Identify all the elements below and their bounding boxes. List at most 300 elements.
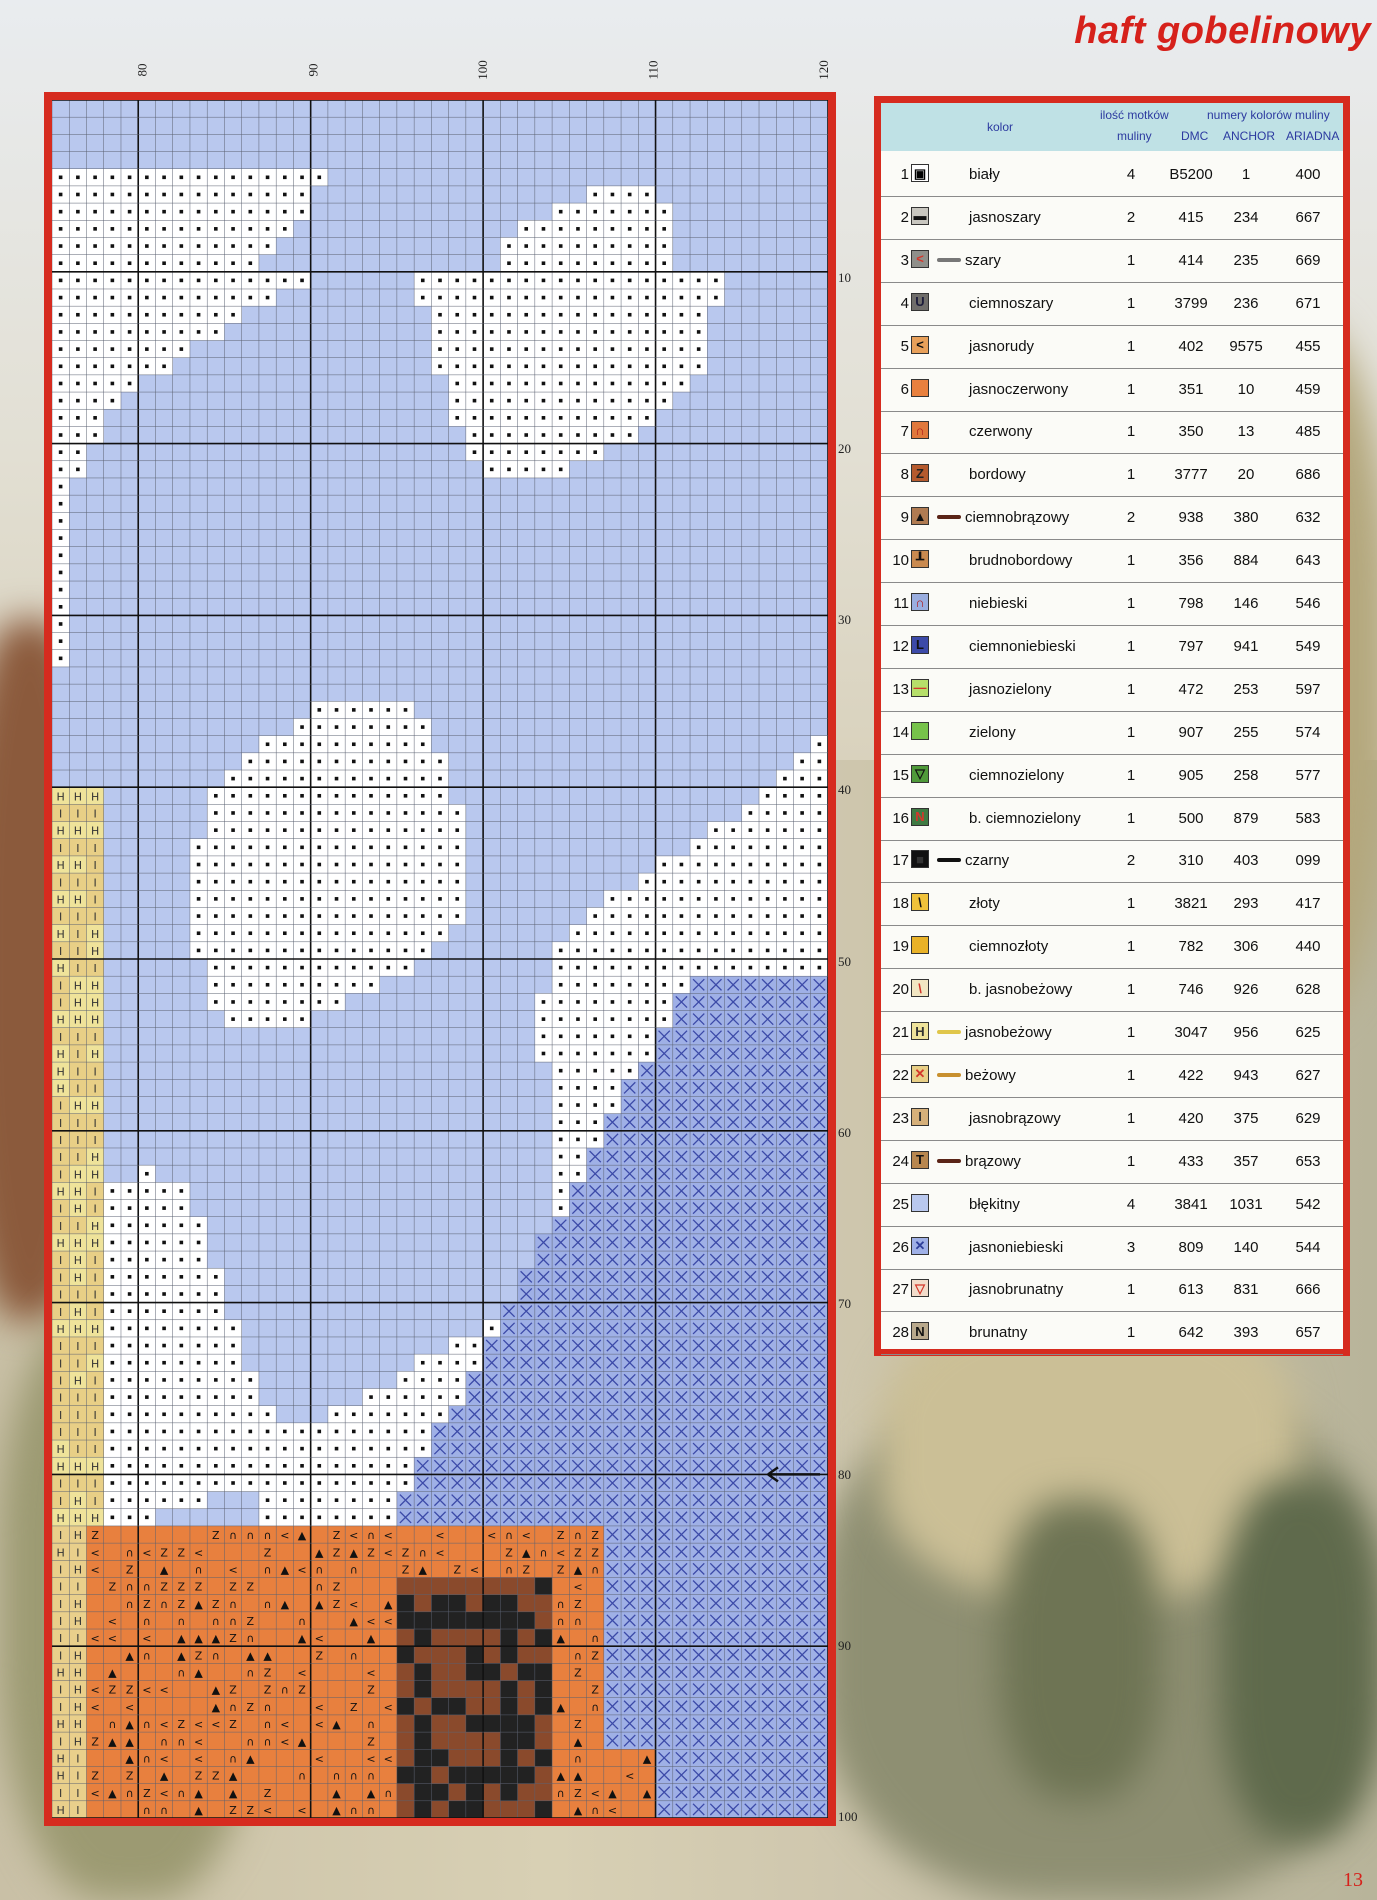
legend-anchor: 20 (1237, 466, 1255, 484)
legend-dmc: 310 (1178, 852, 1204, 870)
svg-text:H: H (56, 1048, 65, 1062)
legend-skeins: 1 (1126, 380, 1136, 398)
svg-text:I: I (76, 876, 80, 890)
legend-skeins: 1 (1126, 680, 1136, 698)
svg-text:I: I (58, 910, 63, 924)
legend-row-number: 10 (892, 552, 909, 570)
legend-backstitch-line (937, 258, 961, 262)
legend-skeins: 1 (1126, 552, 1136, 570)
legend-ariadna: 671 (1295, 294, 1321, 312)
legend-color-name: bordowy (969, 466, 1026, 484)
legend-header-ariadna: ARIADNA (1286, 129, 1340, 143)
svg-text:I: I (58, 807, 63, 821)
svg-text:I: I (93, 1426, 97, 1440)
legend-color-name: b. ciemnozielony (969, 809, 1081, 827)
legend-dmc: 414 (1178, 251, 1204, 269)
legend-color-name: jasnobeżowy (965, 1024, 1052, 1041)
svg-text:I: I (76, 1219, 80, 1233)
legend-symbol-swatch: \ (911, 979, 929, 997)
svg-text:H: H (73, 1168, 83, 1182)
legend-anchor: 258 (1233, 766, 1259, 784)
svg-text:I: I (76, 1082, 80, 1096)
legend-anchor: 380 (1233, 509, 1259, 527)
svg-text:H: H (56, 1443, 65, 1457)
legend-row (881, 754, 1343, 798)
legend-color-name: ciemnoszary (969, 294, 1054, 312)
legend-skeins: 1 (1126, 1109, 1136, 1127)
svg-text:I: I (93, 1288, 97, 1302)
legend-dmc: 3821 (1174, 895, 1208, 913)
legend-row (881, 925, 1343, 969)
svg-text:H: H (73, 979, 83, 993)
legend-row-number: 7 (900, 423, 909, 441)
svg-text:I: I (58, 1099, 63, 1113)
legend-header-dmc: DMC (1181, 129, 1209, 143)
legend-ariadna: 549 (1295, 637, 1321, 655)
legend-skeins: 2 (1126, 208, 1136, 226)
legend-ariadna: 542 (1295, 1195, 1321, 1213)
legend-row (881, 668, 1343, 712)
legend-anchor: 236 (1233, 294, 1259, 312)
legend-row (881, 1226, 1343, 1270)
svg-text:H: H (90, 1099, 100, 1113)
legend-anchor: 943 (1233, 1066, 1259, 1084)
legend-row-number: 4 (900, 294, 909, 312)
page-title: haft gobelinowy (1074, 10, 1371, 52)
legend-row-number: 23 (892, 1109, 909, 1127)
legend-skeins: 4 (1126, 166, 1136, 183)
svg-text:I: I (93, 1116, 97, 1130)
legend-symbol-swatch: H (911, 1022, 929, 1040)
row-label: 60 (838, 1125, 851, 1140)
legend-row (881, 1054, 1343, 1098)
svg-text:I: I (76, 807, 80, 821)
svg-text:H: H (73, 1237, 83, 1251)
svg-text:I: I (93, 1030, 97, 1044)
legend-symbol-swatch: ∩ (911, 421, 929, 439)
legend-row (881, 882, 1343, 926)
svg-text:H: H (56, 1013, 65, 1027)
legend-row (881, 325, 1343, 369)
legend-skeins: 1 (1126, 766, 1136, 784)
legend-symbol-swatch: ▣ (911, 164, 929, 182)
row-label: 10 (838, 270, 851, 285)
legend-ariadna: 485 (1295, 423, 1321, 441)
legend-anchor: 879 (1233, 809, 1259, 827)
svg-text:I: I (58, 1357, 63, 1371)
svg-text:I: I (58, 1116, 63, 1130)
svg-text:I: I (93, 1391, 97, 1405)
page-number: 13 (1343, 1869, 1363, 1891)
legend-skeins: 1 (1126, 1066, 1136, 1084)
legend-dmc: 938 (1178, 509, 1204, 527)
legend-row-number: 25 (892, 1195, 909, 1213)
legend-color-name: ciemnozielony (969, 766, 1065, 784)
svg-text:H: H (90, 927, 100, 941)
svg-text:I: I (93, 807, 97, 821)
svg-text:I: I (93, 910, 97, 924)
svg-text:I: I (76, 1116, 80, 1130)
svg-text:I: I (93, 1477, 97, 1491)
legend-anchor: 926 (1233, 981, 1259, 999)
svg-text:H: H (73, 1202, 83, 1216)
svg-text:I: I (58, 1477, 63, 1491)
legend-color-name: brązowy (965, 1152, 1021, 1170)
legend-ariadna: 669 (1295, 251, 1321, 269)
legend-anchor: 140 (1233, 1238, 1259, 1256)
legend-ariadna: 657 (1295, 1324, 1321, 1342)
column-label: 110 (645, 60, 661, 80)
svg-text:I: I (58, 1288, 63, 1302)
legend-row-number: 6 (900, 380, 909, 398)
legend-symbol-swatch (911, 936, 929, 954)
legend-ariadna: 666 (1295, 1281, 1321, 1299)
legend-symbol-swatch (911, 1194, 929, 1212)
legend-dmc: 907 (1178, 723, 1204, 741)
svg-text:H: H (73, 1185, 83, 1199)
legend-ariadna: 653 (1295, 1152, 1321, 1170)
svg-text:I: I (93, 1305, 97, 1319)
legend-anchor: 10 (1237, 380, 1255, 398)
legend-dmc: 472 (1178, 680, 1204, 698)
svg-text:I: I (76, 910, 80, 924)
legend-dmc: 3841 (1174, 1195, 1208, 1213)
legend-symbol-swatch: U (911, 293, 929, 311)
legend-row-number: 24 (892, 1152, 909, 1170)
svg-text:I: I (58, 1151, 63, 1165)
svg-text:I: I (58, 996, 63, 1010)
legend-color-name: jasnobrunatny (969, 1281, 1064, 1299)
legend-ariadna: 643 (1295, 552, 1321, 570)
legend-color-name: ciemnobrązowy (965, 509, 1070, 527)
column-axis-labels (44, 62, 844, 92)
legend-color-name: szary (965, 251, 1001, 269)
svg-text:I: I (76, 1408, 80, 1422)
svg-text:H: H (56, 927, 65, 941)
legend-symbol-swatch: \ (911, 893, 929, 911)
legend-symbol-swatch: ▽ (911, 765, 929, 783)
legend-row (881, 625, 1343, 669)
svg-text:I: I (58, 1168, 63, 1182)
svg-text:H: H (73, 1374, 83, 1388)
legend-dmc: 433 (1178, 1152, 1204, 1170)
legend-ariadna: 577 (1295, 766, 1321, 784)
svg-text:H: H (90, 1237, 100, 1251)
legend-row-number: 16 (892, 809, 909, 827)
svg-text:I: I (93, 1271, 97, 1285)
svg-text:I: I (76, 1030, 80, 1044)
legend-color-name: czerwony (969, 423, 1033, 441)
legend-symbol-swatch: T (911, 1151, 929, 1169)
svg-text:I: I (93, 1254, 97, 1268)
legend-row (881, 368, 1343, 412)
legend-symbol-swatch: — (911, 679, 929, 697)
svg-text:H: H (90, 1168, 100, 1182)
legend-row (881, 582, 1343, 626)
svg-text:H: H (73, 1271, 83, 1285)
svg-text:I: I (58, 979, 63, 993)
legend-color-name: jasnorudy (969, 337, 1035, 355)
svg-text:I: I (58, 1219, 63, 1233)
legend-symbol-swatch: L (911, 636, 929, 654)
svg-text:H: H (90, 1322, 100, 1336)
legend-symbol-swatch: ■ (911, 850, 929, 868)
svg-text:H: H (90, 1048, 100, 1062)
legend-ariadna: 400 (1295, 166, 1321, 183)
legend-anchor: 831 (1233, 1281, 1259, 1299)
legend-row-number: 9 (900, 509, 909, 527)
legend-row (881, 153, 1343, 197)
legend-ariadna: 440 (1295, 938, 1321, 956)
legend-color-name: zielony (969, 723, 1016, 741)
legend-skeins: 1 (1126, 981, 1136, 999)
legend-header-numbers: numery kolorów muliny (1207, 108, 1330, 122)
svg-text:H: H (73, 859, 83, 873)
svg-text:I: I (58, 1133, 63, 1147)
legend-skeins: 1 (1126, 809, 1136, 827)
legend-color-name: złoty (969, 895, 1000, 913)
legend-anchor: 253 (1233, 680, 1259, 698)
legend-dmc: B5200 (1169, 166, 1213, 183)
legend-row (881, 797, 1343, 841)
legend-skeins: 4 (1126, 1195, 1136, 1213)
svg-text:I: I (58, 876, 63, 890)
svg-text:H: H (73, 1013, 83, 1027)
legend-ariadna: 628 (1295, 981, 1321, 999)
svg-text:H: H (56, 790, 65, 804)
legend-dmc: 746 (1178, 981, 1204, 999)
legend-dmc: 613 (1178, 1281, 1204, 1299)
legend-backstitch-line (937, 1030, 961, 1034)
legend-row-number: 8 (900, 466, 909, 484)
legend-row-number: 12 (892, 637, 909, 655)
column-label: 100 (474, 60, 490, 80)
svg-text:I: I (93, 859, 97, 873)
legend-symbol-swatch: N (911, 1322, 929, 1340)
legend-ariadna: 667 (1295, 208, 1321, 226)
legend-dmc: 356 (1178, 552, 1204, 570)
legend-anchor: 255 (1233, 723, 1259, 741)
svg-text:I: I (76, 1133, 80, 1147)
svg-text:I: I (93, 962, 97, 976)
legend-symbol-swatch: ▽ (911, 1279, 929, 1297)
legend-symbol-swatch: N (911, 808, 929, 826)
legend-row (881, 711, 1343, 755)
svg-text:H: H (73, 1254, 83, 1268)
legend-anchor: 393 (1233, 1324, 1259, 1342)
legend-header-skeins: ilość motków (1100, 108, 1169, 122)
svg-text:H: H (73, 1305, 83, 1319)
legend-symbol-swatch: I (911, 1108, 929, 1126)
svg-text:I: I (58, 1408, 63, 1422)
legend-skeins: 1 (1126, 637, 1136, 655)
svg-text:H: H (73, 1099, 83, 1113)
legend-dmc: 642 (1178, 1324, 1204, 1342)
legend-anchor: 9575 (1229, 337, 1263, 355)
svg-text:I: I (93, 1185, 97, 1199)
svg-text:H: H (56, 1460, 65, 1474)
legend-row-number: 27 (892, 1281, 909, 1299)
svg-text:H: H (73, 1460, 83, 1474)
row-label: 80 (838, 1467, 851, 1482)
svg-text:H: H (56, 1065, 65, 1079)
legend-color-name: błękitny (969, 1195, 1020, 1213)
row-label: 30 (838, 612, 851, 627)
legend-symbol-swatch: ▬ (911, 207, 929, 225)
svg-text:I: I (76, 945, 80, 958)
legend-row-number: 15 (892, 766, 909, 784)
legend-skeins: 1 (1126, 1324, 1136, 1342)
row-label: 90 (838, 1638, 851, 1653)
svg-text:I: I (58, 1030, 63, 1044)
legend-ariadna: 455 (1295, 337, 1321, 355)
legend-symbol-swatch: < (911, 250, 929, 268)
legend-symbol-swatch (911, 722, 929, 740)
legend-ariadna: 686 (1295, 466, 1321, 484)
legend-color-name: jasnoszary (969, 208, 1041, 226)
svg-text:I: I (58, 1374, 63, 1388)
svg-text:I: I (76, 1426, 80, 1440)
svg-text:H: H (56, 824, 65, 838)
legend-anchor: 1 (1241, 166, 1251, 183)
svg-text:H: H (56, 859, 65, 873)
legend-skeins: 1 (1126, 423, 1136, 441)
legend-ariadna: 629 (1295, 1109, 1321, 1127)
row-label: 100 (838, 1809, 858, 1824)
svg-text:H: H (90, 979, 100, 993)
svg-text:H: H (90, 996, 100, 1010)
legend-symbol-swatch: ┸ (911, 550, 929, 568)
legend-symbol-swatch: < (911, 336, 929, 354)
legend-color-name: jasnoczerwony (969, 380, 1069, 398)
legend-row (881, 839, 1343, 883)
legend-symbol-swatch: ✕ (911, 1065, 929, 1083)
svg-text:I: I (93, 1065, 97, 1079)
legend-backstitch-line (937, 1073, 961, 1077)
svg-text:I: I (93, 893, 97, 907)
legend-row (881, 410, 1343, 454)
row-axis-labels (838, 92, 878, 1832)
legend-symbol-swatch: ▲ (911, 507, 929, 525)
legend-anchor: 941 (1233, 637, 1259, 655)
legend-header-color: kolor (987, 120, 1014, 134)
row-label: 70 (838, 1296, 851, 1311)
legend-anchor: 884 (1233, 552, 1259, 570)
legend-dmc: 350 (1178, 423, 1204, 441)
legend-dmc: 3047 (1174, 1024, 1208, 1041)
svg-text:H: H (90, 790, 100, 804)
svg-text:H: H (56, 1322, 65, 1336)
legend-dmc: 415 (1178, 208, 1204, 226)
svg-text:H: H (56, 893, 65, 907)
legend-ariadna: 627 (1295, 1066, 1321, 1084)
legend-symbol-swatch (911, 379, 929, 397)
legend-skeins: 1 (1126, 895, 1136, 913)
legend-skeins: 1 (1126, 1152, 1136, 1170)
legend-skeins: 1 (1126, 466, 1136, 484)
legend-color-name: b. jasnobeżowy (969, 981, 1073, 999)
legend-dmc: 797 (1178, 637, 1204, 655)
svg-text:H: H (90, 1151, 100, 1165)
svg-text:I: I (93, 1082, 97, 1096)
svg-text:I: I (58, 1254, 63, 1268)
svg-text:H: H (56, 1237, 65, 1251)
legend-row-number: 5 (900, 337, 909, 355)
legend-row (881, 496, 1343, 540)
legend-anchor: 403 (1233, 852, 1259, 870)
legend-skeins: 3 (1126, 1238, 1136, 1256)
legend-symbol-swatch: ∩ (911, 593, 929, 611)
svg-text:I: I (76, 927, 80, 941)
svg-text:I: I (76, 841, 80, 855)
legend-skeins: 1 (1126, 595, 1136, 612)
svg-text:H: H (90, 1357, 100, 1371)
svg-text:I: I (93, 1133, 97, 1147)
svg-text:I: I (93, 1202, 97, 1216)
legend-header-skeins-sub: muliny (1117, 129, 1152, 143)
legend-anchor: 956 (1233, 1024, 1259, 1041)
row-label: 40 (838, 782, 851, 797)
legend-color-name: jasnozielony (969, 680, 1052, 698)
svg-text:H: H (73, 824, 83, 838)
legend-ariadna: 459 (1295, 380, 1321, 398)
svg-text:H: H (90, 1219, 100, 1233)
svg-text:H: H (90, 824, 100, 838)
svg-text:I: I (76, 1288, 80, 1302)
legend-dmc: 782 (1178, 938, 1204, 956)
legend-dmc: 402 (1178, 337, 1204, 355)
legend-row-number: 13 (892, 680, 909, 698)
svg-text:H: H (56, 1082, 65, 1096)
legend-ariadna: 544 (1295, 1238, 1321, 1256)
svg-text:I: I (58, 1426, 63, 1440)
legend-row (881, 1011, 1343, 1055)
legend-dmc: 351 (1178, 380, 1204, 398)
legend-skeins: 1 (1126, 337, 1136, 355)
legend-row-number: 21 (892, 1024, 909, 1041)
legend-row-number: 14 (892, 723, 909, 741)
legend-ariadna: 632 (1295, 509, 1321, 527)
legend-skeins: 1 (1126, 1024, 1136, 1041)
legend-row (881, 539, 1343, 583)
svg-text:H: H (90, 945, 100, 958)
legend-anchor: 234 (1233, 208, 1259, 226)
legend-row (881, 1097, 1343, 1141)
legend-color-name: biały (969, 166, 1000, 183)
legend-row-number: 22 (892, 1066, 909, 1084)
legend-backstitch-line (937, 1159, 961, 1163)
legend-row-number: 28 (892, 1324, 909, 1342)
legend-color-name: jasnoniebieski (969, 1238, 1064, 1256)
svg-text:H: H (73, 790, 83, 804)
color-legend-table (874, 96, 1350, 1356)
legend-row (881, 453, 1343, 497)
legend-symbol-swatch: ✕ (911, 1237, 929, 1255)
legend-anchor: 357 (1233, 1152, 1259, 1170)
svg-text:I: I (58, 1271, 63, 1285)
legend-dmc: 420 (1178, 1109, 1204, 1127)
legend-anchor: 306 (1233, 938, 1259, 956)
legend-ariadna: 625 (1295, 1024, 1321, 1041)
legend-anchor: 375 (1233, 1109, 1259, 1127)
legend-dmc: 798 (1178, 595, 1204, 612)
legend-skeins: 1 (1126, 938, 1136, 956)
legend-symbol-swatch: Z (911, 464, 929, 482)
legend-row-number: 11 (893, 595, 909, 612)
svg-text:I: I (76, 1151, 80, 1165)
legend-row-number: 19 (892, 938, 909, 956)
svg-text:I: I (93, 841, 97, 855)
